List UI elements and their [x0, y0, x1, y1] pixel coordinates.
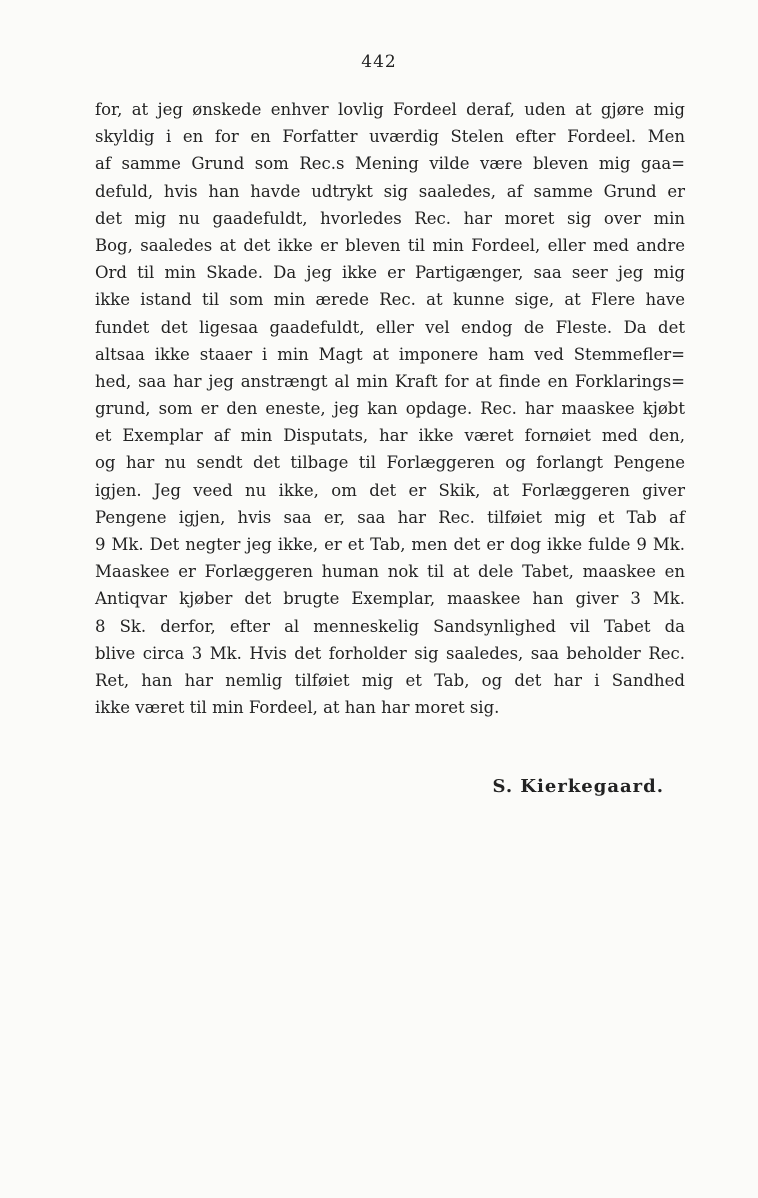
text-line: Bog, saaledes at det ikke er bleven til min Fordeel, eller med andre — [95, 235, 685, 255]
text-line: og har nu sendt det tilbage til Forlæggeren og forlangt Pengene — [95, 453, 685, 473]
text-line: skyldig i en for en Forfatter uværdig Stelen efter Fordeel. Men — [95, 127, 685, 147]
page-number: 442 — [361, 52, 397, 72]
text-line: igjen. Jeg veed nu ikke, om det er Skik, at Forlæggeren giver — [95, 480, 685, 500]
text-line: ikke istand til som min ærede Rec. at kunne sige, at Flere have — [95, 290, 685, 310]
author-signature: S. Kierkegaard. — [492, 776, 664, 797]
text-line: altsaa ikke staaer i min Magt at imponere ham ved Stemmefler= — [95, 344, 685, 364]
text-line: fundet det ligesaa gaadefuldt, eller vel endog de Fleste. Da det — [95, 317, 685, 337]
text-line: Ret, han har nemlig tilføiet mig et Tab, og det har i Sandhed — [95, 670, 685, 690]
body-text — [95, 96, 685, 721]
text-line: 8 Sk. derfor, efter al menneskelig Sandsynlighed vil Tabet da — [95, 616, 685, 636]
text-line: Maaskee er Forlæggeren human nok til at dele Tabet, maaskee en — [95, 562, 685, 582]
text-line: defuld, hvis han havde udtrykt sig saaledes, af samme Grund er — [95, 181, 685, 201]
text-line: ikke været til min Fordeel, at han har moret sig. — [95, 698, 500, 718]
text-line: Antiqvar kjøber det brugte Exemplar, maaskee han giver 3 Mk. — [95, 589, 685, 609]
text-line: det mig nu gaadefuldt, hvorledes Rec. har moret sig over min — [95, 208, 685, 228]
text-line: blive circa 3 Mk. Hvis det forholder sig saaledes, saa beholder Rec. — [95, 643, 685, 663]
text-line: for, at jeg ønskede enhver lovlig Fordeel deraf, uden at gjøre mig — [95, 100, 685, 119]
text-line: 9 Mk. Det negter jeg ikke, er et Tab, men det er dog ikke fulde 9 Mk. — [95, 535, 685, 554]
text-line: Ord til min Skade. Da jeg ikke er Partigænger, saa seer jeg mig — [95, 263, 685, 283]
text-line: et Exemplar af min Disputats, har ikke været fornøiet med den, — [95, 426, 685, 446]
text-line: hed, saa har jeg anstrængt al min Kraft for at finde en Forklarings= — [95, 371, 685, 391]
text-line: af samme Grund som Rec.s Mening vilde være bleven mig gaa= — [95, 154, 685, 174]
text-line: Pengene igjen, hvis saa er, saa har Rec. tilføiet mig et Tab af — [95, 507, 685, 527]
text-line: grund, som er den eneste, jeg kan opdage. Rec. har maaskee kjøbt — [95, 399, 685, 419]
